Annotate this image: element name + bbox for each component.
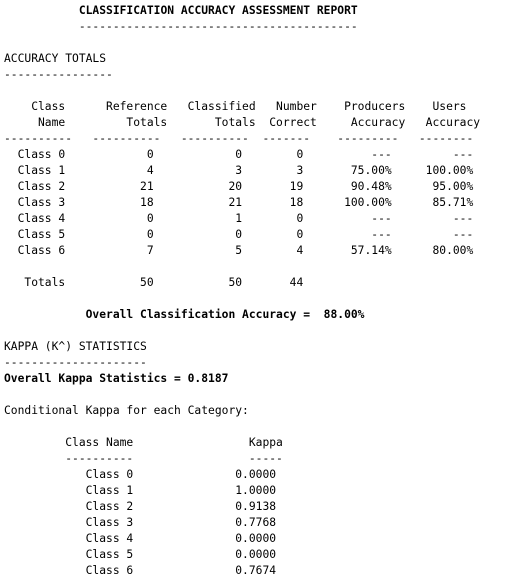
blank-line bbox=[4, 323, 480, 339]
blank-line bbox=[4, 35, 480, 51]
kappa-table-row: Class 6 0.7674 bbox=[4, 564, 277, 577]
accuracy-table-row: Class 0 0 0 0 --- --- bbox=[4, 148, 474, 161]
accuracy-table-row: Class 4 0 1 0 --- --- bbox=[4, 212, 474, 225]
overall-classification-accuracy: Overall Classification Accuracy = 88.00% bbox=[4, 308, 365, 321]
accuracy-table-row: Class 5 0 0 0 --- --- bbox=[4, 228, 474, 241]
blank-line bbox=[4, 259, 480, 275]
accuracy-table-header-rule: ---------- ---------- ---------- ------- --------- -------- bbox=[4, 132, 474, 145]
accuracy-table-header-line-1: Class Reference Classified Number Producers Users bbox=[4, 100, 467, 113]
accuracy-table-row: Class 2 21 20 19 90.48% 95.00% bbox=[4, 180, 474, 193]
report-title bbox=[4, 3, 480, 19]
accuracy-table-row: Class 6 7 5 4 57.14% 80.00% bbox=[4, 244, 474, 257]
accuracy-report bbox=[4, 3, 480, 579]
kappa-table-row: Class 1 1.0000 bbox=[4, 484, 277, 497]
kappa-table-row: Class 5 0.0000 bbox=[4, 548, 277, 561]
blank-line bbox=[4, 83, 480, 99]
report-title-text: CLASSIFICATION ACCURACY ASSESSMENT REPORT bbox=[78, 4, 358, 17]
accuracy-totals-row: Totals 50 50 44 bbox=[4, 276, 304, 289]
overall-kappa-statistics: Overall Kappa Statistics = 0.8187 bbox=[4, 372, 229, 385]
report-title-rule-text: ----------------------------------------- bbox=[78, 20, 358, 33]
blank-line bbox=[4, 419, 480, 435]
blank-line bbox=[4, 387, 480, 403]
kappa-table-row: Class 4 0.0000 bbox=[4, 532, 277, 545]
kappa-rule: --------------------- bbox=[4, 356, 147, 369]
conditional-kappa-heading: Conditional Kappa for each Category: bbox=[4, 404, 249, 417]
accuracy-table-header-line-2: Name Totals Totals Correct Accuracy Accuracy bbox=[4, 116, 481, 129]
accuracy-table-row: Class 3 18 21 18 100.00% 85.71% bbox=[4, 196, 474, 209]
accuracy-table-row: Class 1 4 3 3 75.00% 100.00% bbox=[4, 164, 474, 177]
accuracy-totals-rule: ---------------- bbox=[4, 68, 113, 81]
kappa-table-header-rule: ---------- ----- bbox=[4, 452, 283, 465]
kappa-table-header: Class Name Kappa bbox=[4, 436, 283, 449]
kappa-heading: KAPPA (K^) STATISTICS bbox=[4, 340, 147, 353]
blank-line bbox=[4, 291, 480, 307]
kappa-table-row: Class 3 0.7768 bbox=[4, 516, 277, 529]
accuracy-totals-heading: ACCURACY TOTALS bbox=[4, 52, 107, 65]
report-title-rule bbox=[4, 19, 480, 35]
kappa-table-row: Class 0 0.0000 bbox=[4, 468, 277, 481]
kappa-table-row: Class 2 0.9138 bbox=[4, 500, 277, 513]
